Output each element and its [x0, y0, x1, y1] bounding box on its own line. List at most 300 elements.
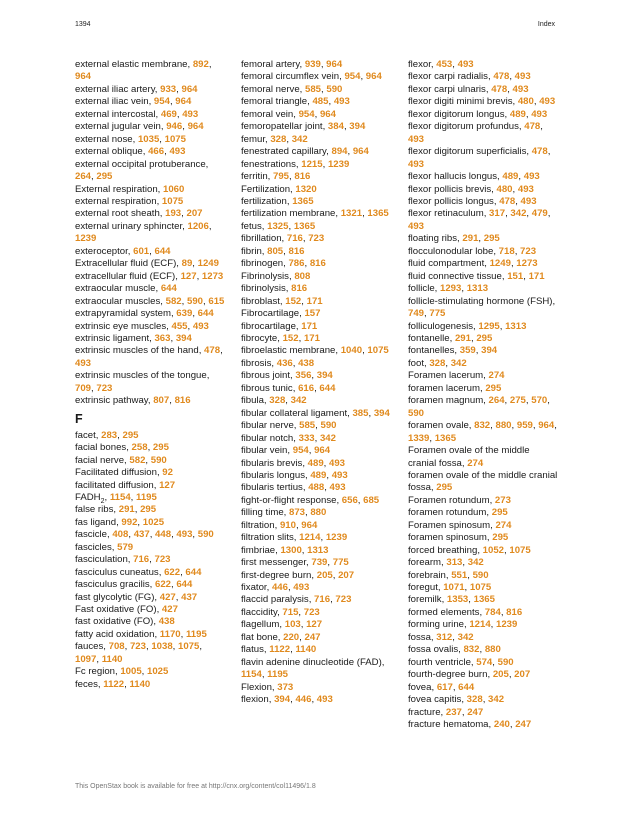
page-link[interactable]: 493 — [539, 96, 556, 108]
page-link[interactable]: 437 — [133, 529, 150, 541]
page-link[interactable]: 207 — [338, 569, 355, 581]
page-link[interactable]: 644 — [458, 681, 475, 693]
page-link[interactable]: 873 — [288, 507, 305, 519]
page-link[interactable]: 220 — [283, 631, 300, 643]
page-link[interactable]: 103 — [284, 619, 301, 631]
page-link[interactable]: 832 — [474, 420, 491, 432]
page-link[interactable]: 448 — [155, 529, 172, 541]
page-link[interactable]: 485 — [312, 96, 329, 108]
page-link[interactable]: 342 — [450, 357, 467, 369]
page-link[interactable]: 171 — [528, 270, 545, 282]
index-term: feces, — [75, 678, 104, 690]
page-link[interactable]: 716 — [314, 594, 331, 606]
page-link[interactable]: 1025 — [147, 666, 169, 678]
page-link[interactable]: 1214 — [469, 619, 491, 631]
page-link[interactable]: 723 — [154, 554, 171, 566]
page-link[interactable]: 493 — [75, 357, 92, 369]
page-link[interactable]: 247 — [304, 631, 321, 643]
page-link[interactable]: 264 — [75, 171, 92, 183]
index-term: fibrous joint, — [241, 370, 296, 382]
page-link[interactable]: 493 — [408, 158, 425, 170]
page-link[interactable]: 1025 — [142, 516, 165, 528]
index-entry: foremilk, 1353, 1365 — [408, 594, 495, 606]
page-link[interactable]: 342 — [290, 395, 307, 407]
page-link[interactable]: 1365 — [473, 594, 495, 606]
page-link[interactable]: 295 — [491, 507, 508, 519]
page-link[interactable]: 816 — [174, 395, 191, 407]
page-link[interactable]: 438 — [298, 357, 315, 369]
page-link[interactable]: 894 — [331, 146, 348, 158]
page-link[interactable]: 816 — [294, 171, 311, 183]
page-link[interactable]: 493 — [517, 183, 534, 195]
page-link[interactable]: 585 — [305, 83, 322, 95]
page-link[interactable]: 493 — [408, 133, 425, 145]
index-entry: fontanelle, 291, 295 — [408, 332, 493, 344]
index-entry: flaccidity, 715, 723 — [241, 606, 320, 618]
page-link[interactable]: 478 — [524, 121, 541, 133]
page-link[interactable]: 127 — [306, 619, 323, 631]
page-link[interactable]: 205 — [316, 569, 333, 581]
page-link[interactable]: 644 — [160, 283, 177, 295]
page-link[interactable]: 480 — [517, 96, 534, 108]
page-link[interactable]: 739 — [311, 557, 328, 569]
page-link[interactable]: 1195 — [267, 669, 288, 681]
page-link[interactable]: 816 — [309, 258, 326, 270]
index-term: femur, — [241, 133, 271, 145]
page-link[interactable]: 151 — [507, 270, 524, 282]
page-link[interactable]: 616 — [298, 382, 315, 394]
page-link[interactable]: 1313 — [505, 320, 527, 332]
index-entry: flexor carpi radialis, 478, 493 — [408, 71, 531, 83]
page-link[interactable]: 207 — [186, 208, 203, 220]
page-link[interactable]: 1273 — [516, 258, 538, 270]
page-link[interactable]: 964 — [538, 420, 555, 432]
page-link[interactable]: 328 — [269, 395, 286, 407]
page-link[interactable]: 964 — [365, 71, 382, 83]
page-link[interactable]: 880 — [484, 644, 501, 656]
page-link[interactable]: 1140 — [129, 678, 151, 690]
page-link[interactable]: 1075 — [367, 345, 389, 357]
page-link[interactable]: 446 — [295, 694, 312, 706]
page-link[interactable]: 816 — [506, 606, 523, 618]
page-link[interactable]: 342 — [467, 557, 484, 569]
page-link[interactable]: 469 — [160, 108, 177, 120]
page-link[interactable]: 488 — [308, 482, 325, 494]
page-link[interactable]: 295 — [122, 429, 139, 441]
page-link[interactable]: 359 — [459, 345, 476, 357]
page-link[interactable]: 152 — [282, 332, 299, 344]
page-link[interactable]: 385 — [352, 407, 369, 419]
page-link[interactable]: 394 — [274, 694, 291, 706]
page-link[interactable]: 964 — [326, 59, 343, 70]
page-link[interactable]: 408 — [112, 529, 129, 541]
page-link[interactable]: 295 — [485, 382, 502, 394]
page-link[interactable]: 1365 — [293, 220, 316, 232]
page-link[interactable]: 92 — [162, 467, 173, 479]
page-link[interactable]: 964 — [319, 108, 336, 120]
page-link[interactable]: 258 — [131, 442, 148, 454]
page-link[interactable]: 453 — [436, 59, 453, 70]
page-link[interactable]: 493 — [182, 108, 199, 120]
page-link[interactable]: 295 — [483, 233, 500, 245]
page-link[interactable]: 644 — [176, 579, 193, 591]
page-link[interactable]: 493 — [176, 529, 193, 541]
page-link[interactable]: 946 — [166, 121, 183, 133]
page-link[interactable]: 644 — [154, 245, 171, 257]
page-link[interactable]: 264 — [488, 395, 505, 407]
page-link[interactable]: 1239 — [327, 158, 350, 170]
page-link[interactable]: 639 — [176, 308, 193, 320]
page-link[interactable]: 590 — [320, 420, 337, 432]
page-link[interactable]: 551 — [451, 569, 468, 581]
page-link[interactable]: 283 — [101, 429, 118, 441]
page-link[interactable]: 1214 — [299, 532, 321, 544]
page-link[interactable]: 274 — [467, 457, 484, 469]
page-link[interactable]: 1154 — [241, 669, 262, 681]
index-term: floating ribs, — [408, 233, 463, 245]
page-link[interactable]: 590 — [326, 83, 343, 95]
page-link[interactable]: 127 — [159, 479, 176, 491]
page-link[interactable]: 1249 — [489, 258, 511, 270]
page-link[interactable]: 275 — [509, 395, 526, 407]
page-link[interactable]: 342 — [291, 133, 308, 145]
page-link[interactable]: 570 — [531, 395, 548, 407]
index-term: extrinsic muscles of the hand, — [75, 345, 205, 357]
page-link[interactable]: 373 — [277, 681, 294, 693]
page-link[interactable]: 880 — [495, 420, 512, 432]
page-link[interactable]: 493 — [523, 171, 540, 183]
page-link[interactable]: 478 — [493, 71, 510, 83]
page-link[interactable]: 939 — [304, 59, 321, 70]
page-link[interactable]: 394 — [481, 345, 498, 357]
page-link[interactable]: 716 — [286, 233, 303, 245]
page-link[interactable]: 1170 — [159, 628, 181, 640]
page-link[interactable]: 1239 — [325, 532, 348, 544]
page-link[interactable]: 317 — [489, 208, 506, 220]
page-link[interactable]: 590 — [197, 529, 214, 541]
page-link[interactable]: 493 — [457, 59, 474, 70]
page-link[interactable]: 312 — [436, 631, 453, 643]
page-link[interactable]: 493 — [316, 694, 333, 706]
page-link[interactable]: 438 — [158, 616, 175, 628]
index-term: Fibrinolysis, — [241, 270, 295, 282]
page-link[interactable]: 342 — [510, 208, 527, 220]
page-link[interactable]: 1040 — [340, 345, 363, 357]
page-link[interactable]: 295 — [140, 504, 157, 516]
page-link[interactable]: 964 — [175, 96, 192, 108]
page-link[interactable]: 247 — [515, 719, 532, 731]
page-link[interactable]: 240 — [493, 719, 510, 731]
page-link[interactable]: 493 — [169, 146, 186, 158]
page-link[interactable]: 723 — [96, 382, 113, 394]
page-link[interactable]: 171 — [303, 332, 320, 344]
page-link[interactable]: 437 — [181, 591, 198, 603]
page-link[interactable]: 716 — [133, 554, 150, 566]
page-link[interactable]: 328 — [270, 133, 287, 145]
index-entry: forming urine, 1214, 1239 — [408, 619, 518, 631]
page-link[interactable]: 489 — [307, 457, 324, 469]
page-link[interactable]: 247 — [467, 706, 484, 718]
page-link[interactable]: 489 — [509, 108, 526, 120]
page-link[interactable]: 478 — [491, 83, 508, 95]
page-link[interactable]: 478 — [204, 345, 221, 357]
page-link[interactable]: 291 — [454, 332, 471, 344]
page-link[interactable]: 959 — [516, 420, 533, 432]
page-link[interactable]: 1321 — [340, 208, 363, 220]
page-link[interactable]: 1339 — [408, 432, 430, 444]
page-link[interactable]: 954 — [153, 96, 170, 108]
page-link[interactable]: 1122 — [103, 678, 125, 690]
page-link[interactable]: 723 — [303, 606, 320, 618]
page-link[interactable]: 1293 — [440, 283, 462, 295]
page-link[interactable]: 816 — [291, 283, 308, 295]
page-link[interactable]: 1313 — [307, 544, 329, 556]
page-link[interactable]: 152 — [285, 295, 302, 307]
page-link[interactable]: 1215 — [301, 158, 323, 170]
page-link[interactable]: 910 — [279, 519, 296, 531]
page-link[interactable]: 1075 — [164, 133, 186, 145]
page-link[interactable]: 394 — [349, 121, 366, 133]
page-link[interactable]: 644 — [185, 566, 202, 578]
page-link[interactable]: 274 — [495, 519, 512, 531]
page-link[interactable]: 328 — [466, 694, 483, 706]
page-link[interactable]: 394 — [175, 332, 192, 344]
page-link[interactable]: 356 — [295, 370, 312, 382]
page-link[interactable]: 590 — [150, 454, 167, 466]
page-link[interactable]: 493 — [333, 96, 350, 108]
page-link[interactable]: 436 — [276, 357, 293, 369]
page-link[interactable]: 1365 — [434, 432, 457, 444]
page-link[interactable]: 478 — [531, 146, 548, 158]
page-link[interactable]: 1075 — [161, 195, 184, 207]
page-link[interactable]: 1249 — [197, 258, 219, 270]
index-entry — [241, 308, 393, 320]
page-link[interactable]: 1075 — [469, 582, 492, 594]
page-link[interactable]: 832 — [463, 644, 480, 656]
page-link[interactable]: 723 — [308, 233, 325, 245]
page-link[interactable]: 1005 — [120, 666, 142, 678]
page-link[interactable]: 1206 — [187, 220, 209, 232]
page-link[interactable]: 1071 — [443, 582, 465, 594]
index-term: flexor pollicis brevis, — [408, 183, 497, 195]
page-link[interactable]: 1097 — [75, 653, 97, 665]
page-link[interactable]: 273 — [494, 494, 511, 506]
page-link[interactable]: 708 — [108, 641, 125, 653]
page-link[interactable]: 656 — [341, 494, 358, 506]
page-link[interactable]: 493 — [408, 220, 425, 232]
page-link[interactable]: 394 — [373, 407, 390, 419]
page-link[interactable]: 342 — [488, 694, 505, 706]
index-letter-heading: F — [75, 411, 83, 426]
page-link[interactable]: 446 — [271, 582, 288, 594]
page-link[interactable]: 590 — [472, 569, 489, 581]
page-link[interactable]: 1038 — [151, 641, 173, 653]
page-link[interactable]: 480 — [496, 183, 513, 195]
page-link[interactable]: 1122 — [269, 644, 291, 656]
index-entry: Fc region, 1005, 1025 — [75, 666, 169, 678]
page-link[interactable]: 892 — [192, 59, 209, 70]
page-link[interactable]: 579 — [117, 541, 134, 553]
index-entry: fluid connective tissue, 151, 171 — [408, 270, 545, 282]
index-entry: external oblique, 466, 493 — [75, 146, 186, 158]
page-link[interactable]: 205 — [492, 669, 509, 681]
page-link[interactable]: 644 — [319, 382, 336, 394]
page-link[interactable]: 1313 — [466, 283, 489, 295]
page-link[interactable]: 1365 — [367, 208, 389, 220]
page-link[interactable]: 1195 — [185, 628, 207, 640]
page-link[interactable]: 718 — [498, 245, 515, 257]
index-term: fontanelle, — [408, 332, 455, 344]
page-link[interactable]: 1052 — [482, 544, 505, 556]
page-link[interactable]: 805 — [267, 245, 284, 257]
page-link[interactable]: 171 — [306, 295, 323, 307]
page-link[interactable]: 1300 — [280, 544, 302, 556]
page-link[interactable]: 1273 — [201, 270, 224, 282]
page-link[interactable]: 274 — [488, 370, 505, 382]
page-link[interactable]: 1140 — [101, 653, 123, 665]
index-entry: flexor retinaculum, 317, 342, 479, 493 — [408, 208, 551, 232]
page-link[interactable]: 880 — [310, 507, 327, 519]
index-entry: fovea capitis, 328, 342 — [408, 694, 505, 706]
page-link[interactable]: 685 — [363, 494, 380, 506]
page-link[interactable]: 749 — [408, 308, 425, 320]
page-link[interactable]: 775 — [332, 557, 349, 569]
page-link[interactable]: 964 — [181, 83, 198, 95]
page-link[interactable]: 1320 — [295, 183, 317, 195]
page-link[interactable]: 644 — [197, 308, 214, 320]
page-link[interactable]: 479 — [531, 208, 548, 220]
page-link[interactable]: 333 — [298, 432, 315, 444]
page-link[interactable]: 342 — [319, 432, 336, 444]
page-link[interactable]: 493 — [531, 108, 548, 120]
page-link[interactable]: 493 — [329, 482, 346, 494]
page-link[interactable]: 478 — [499, 195, 516, 207]
page-link[interactable]: 816 — [288, 245, 305, 257]
index-entry: filtration slits, 1214, 1239 — [241, 532, 348, 544]
page-link[interactable]: 723 — [520, 245, 537, 257]
page-link[interactable]: 775 — [429, 308, 446, 320]
index-term: Flexion, — [241, 681, 278, 693]
page-link[interactable]: 1075 — [178, 641, 200, 653]
page-link[interactable]: 493 — [329, 457, 346, 469]
page-link[interactable]: 193 — [165, 208, 182, 220]
page-link[interactable]: 1035 — [137, 133, 160, 145]
page-link[interactable]: 795 — [273, 171, 290, 183]
page-link[interactable]: 157 — [304, 308, 321, 320]
page-link[interactable]: 590 — [497, 656, 514, 668]
page-link[interactable]: 615 — [208, 295, 225, 307]
page-link[interactable]: 237 — [445, 706, 462, 718]
page-link[interactable]: 1140 — [295, 644, 317, 656]
page-link[interactable]: 590 — [408, 407, 425, 419]
page-link[interactable]: 466 — [148, 146, 165, 158]
page-link[interactable]: 207 — [514, 669, 531, 681]
page-link[interactable]: 709 — [75, 382, 92, 394]
page-link[interactable]: 384 — [327, 121, 344, 133]
page-link[interactable]: 427 — [159, 591, 176, 603]
page-link[interactable]: 342 — [457, 631, 474, 643]
page-link[interactable]: 1195 — [136, 491, 157, 503]
page-link[interactable]: 954 — [292, 445, 309, 457]
index-term: flexor digiti minimi brevis, — [408, 96, 518, 108]
page-link[interactable]: 489 — [310, 469, 327, 481]
page-link[interactable]: 1353 — [446, 594, 469, 606]
page-link[interactable]: 1060 — [162, 183, 185, 195]
index-term: facet, — [75, 429, 102, 441]
page-link[interactable]: 171 — [301, 320, 318, 332]
page-link[interactable]: 295 — [436, 482, 453, 494]
page-link[interactable]: 363 — [154, 332, 171, 344]
page-link[interactable]: 313 — [446, 557, 463, 569]
page-link[interactable]: 295 — [152, 442, 169, 454]
page-link[interactable]: 427 — [161, 604, 178, 616]
page-link[interactable]: 455 — [171, 320, 188, 332]
page-link[interactable]: 127 — [180, 270, 197, 282]
page-link[interactable]: 601 — [133, 245, 150, 257]
page-link[interactable]: 992 — [121, 516, 138, 528]
page-link[interactable]: 582 — [165, 295, 182, 307]
page-link[interactable]: 493 — [331, 469, 348, 481]
page-link[interactable]: 964 — [75, 71, 92, 83]
page-link[interactable]: 964 — [352, 146, 369, 158]
page-link[interactable]: 964 — [187, 121, 204, 133]
page-link[interactable]: 954 — [298, 108, 315, 120]
page-link[interactable]: 786 — [288, 258, 305, 270]
page-link[interactable]: 1295 — [478, 320, 500, 332]
page-link[interactable]: 295 — [492, 532, 509, 544]
page-link[interactable]: 1239 — [75, 233, 97, 245]
page-link[interactable]: 1154 — [109, 491, 131, 503]
page-link[interactable]: 493 — [192, 320, 209, 332]
page-link[interactable]: 328 — [429, 357, 446, 369]
page-link[interactable]: 590 — [187, 295, 204, 307]
page-link[interactable]: 807 — [153, 395, 170, 407]
page-link[interactable]: 291 — [118, 504, 135, 516]
page-link[interactable]: 295 — [96, 171, 113, 183]
page-link[interactable]: 1365 — [292, 195, 314, 207]
page-link[interactable]: 622 — [164, 566, 181, 578]
page-link[interactable]: 723 — [335, 594, 352, 606]
page-link[interactable]: 723 — [129, 641, 146, 653]
page-link[interactable]: 784 — [484, 606, 501, 618]
page-link[interactable]: 89 — [181, 258, 193, 270]
page-link[interactable]: 622 — [154, 579, 171, 591]
page-link[interactable]: 489 — [502, 171, 519, 183]
index-term: first-degree burn, — [241, 569, 317, 581]
index-entry: fibrosis, 436, 438 — [241, 357, 315, 369]
page-link[interactable]: 493 — [514, 71, 531, 83]
page-link[interactable]: 493 — [512, 83, 529, 95]
page-link[interactable]: 394 — [316, 370, 333, 382]
page-link[interactable]: 1075 — [509, 544, 531, 556]
page-link[interactable]: 964 — [301, 519, 318, 531]
page-link[interactable]: 1239 — [496, 619, 518, 631]
page-link[interactable]: 933 — [160, 83, 177, 95]
page-link[interactable]: 808 — [294, 270, 311, 282]
page-link[interactable]: 582 — [129, 454, 146, 466]
page-link[interactable]: 585 — [299, 420, 316, 432]
page-link[interactable]: 291 — [462, 233, 479, 245]
page-link[interactable]: 295 — [476, 332, 493, 344]
page-link[interactable]: 715 — [282, 606, 299, 618]
page-link[interactable]: 574 — [476, 656, 493, 668]
page-link[interactable]: 954 — [344, 71, 361, 83]
page-link[interactable]: 493 — [520, 195, 537, 207]
page-link[interactable]: 617 — [436, 681, 453, 693]
page-link[interactable]: 493 — [293, 582, 310, 594]
page-link[interactable]: 1325 — [267, 220, 289, 232]
page-link[interactable]: 964 — [314, 445, 331, 457]
